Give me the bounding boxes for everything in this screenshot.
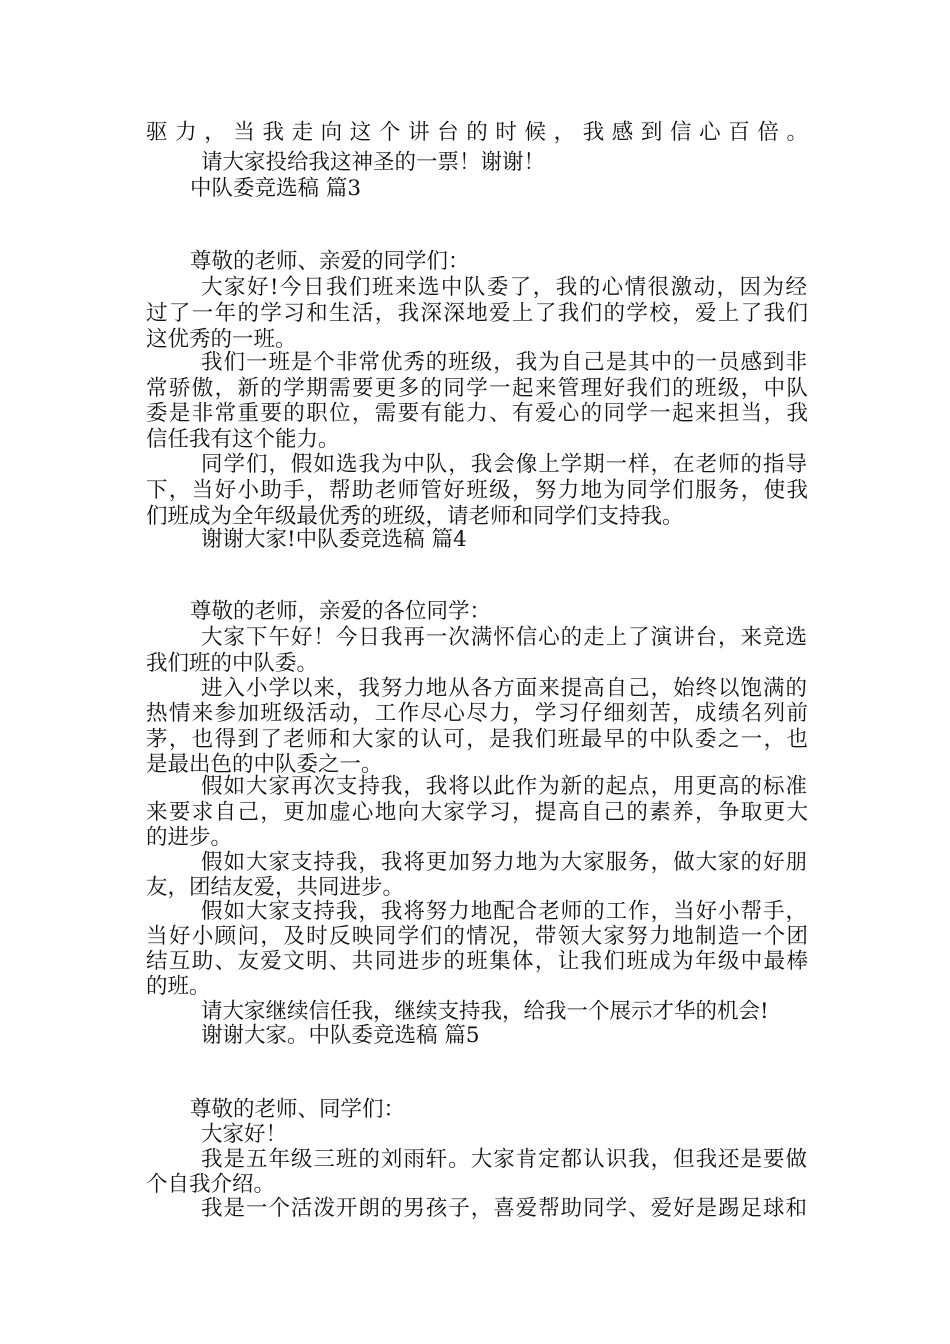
section-heading: 中队委竞选稿 篇3 — [190, 176, 362, 201]
text-line: 个自我介绍。 — [146, 1172, 276, 1197]
text-line: 假如大家再次支持我，我将以此作为新的起点，用更高的标准 — [201, 774, 807, 799]
text-line: 大家好！ — [201, 1122, 288, 1147]
section-heading: 谢谢大家。中队委竞选稿 篇5 — [201, 1023, 480, 1048]
text-line: 假如大家支持我，我将努力地配合老师的工作，当好小帮手， — [201, 899, 807, 924]
text-line: 我们班的中队委。 — [146, 651, 319, 676]
text-line: 当好小顾问，及时反映同学们的情况，带领大家努力地制造一个团 — [146, 924, 808, 949]
text-line: 的班。 — [146, 974, 211, 999]
salutation: 尊敬的老师、亲爱的同学们： — [190, 249, 470, 274]
text-line: 结互助、友爱文明、共同进步的班集体，让我们班成为年级中最棒 — [146, 949, 808, 974]
text-line: 常骄傲，新的学期需要更多的同学一起来管理好我们的班级，中队 — [146, 376, 808, 401]
text-line: 信任我有这个能力。 — [146, 427, 340, 452]
text-line: 下，当好小助手，帮助老师管好班级，努力地为同学们服务，使我 — [146, 478, 808, 503]
text-line: 这优秀的一班。 — [146, 327, 297, 352]
text-line: 委是非常重要的职位，需要有能力、有爱心的同学一起来担当，我 — [146, 401, 808, 426]
text-line: 进入小学以来，我努力地从各方面来提高自己，始终以饱满的 — [201, 676, 807, 701]
text-line: 的进步。 — [146, 825, 233, 850]
text-line: 友，团结友爱，共同进步。 — [146, 875, 405, 900]
section-heading: 谢谢大家!中队委竞选稿 篇4 — [201, 527, 467, 552]
text-line: 同学们，假如选我为中队，我会像上学期一样，在老师的指导 — [201, 452, 807, 477]
text-line: 请大家继续信任我，继续支持我，给我一个展示才华的机会! — [201, 999, 769, 1024]
text-line: 我们一班是个非常优秀的班级，我为自己是其中的一员感到非 — [201, 350, 807, 375]
text-line: 请大家投给我这神圣的一票！谢谢！ — [201, 150, 546, 175]
text-line: 大家好!今日我们班来选中队委了，我的心情很激动，因为经 — [201, 275, 807, 300]
text-line: 来要求自己，更加虚心地向大家学习，提高自己的素养，争取更大 — [146, 800, 808, 825]
text-line: 我是一个活泼开朗的男孩子，喜爱帮助同学、爱好是踢足球和 — [201, 1196, 807, 1221]
text-line: 过了一年的学习和生活，我深深地爱上了我们的学校，爱上了我们 — [146, 301, 808, 326]
text-line: 们班成为全年级最优秀的班级，请老师和同学们支持我。 — [146, 504, 684, 529]
salutation: 尊敬的老师、同学们： — [190, 1097, 406, 1122]
text-line: 驱力，当我走向这个讲台的时候，我感到信心百倍。 — [146, 120, 808, 145]
text-line: 假如大家支持我，我将更加努力地为大家服务，做大家的好朋 — [201, 850, 807, 875]
text-line: 大家下午好！今日我再一次满怀信心的走上了演讲台，来竞选 — [201, 625, 807, 650]
text-line: 热情来参加班级活动，工作尽心尽力，学习仔细刻苦，成绩名列前 — [146, 701, 808, 726]
text-line: 我是五年级三班的刘雨轩。大家肯定都认识我，但我还是要做 — [201, 1147, 807, 1172]
text-line: 是最出色的中队委之一。 — [146, 752, 383, 777]
text-line: 茅，也得到了老师和大家的认可，是我们班最早的中队委之一，也 — [146, 727, 808, 752]
salutation: 尊敬的老师，亲爱的各位同学： — [190, 599, 492, 624]
